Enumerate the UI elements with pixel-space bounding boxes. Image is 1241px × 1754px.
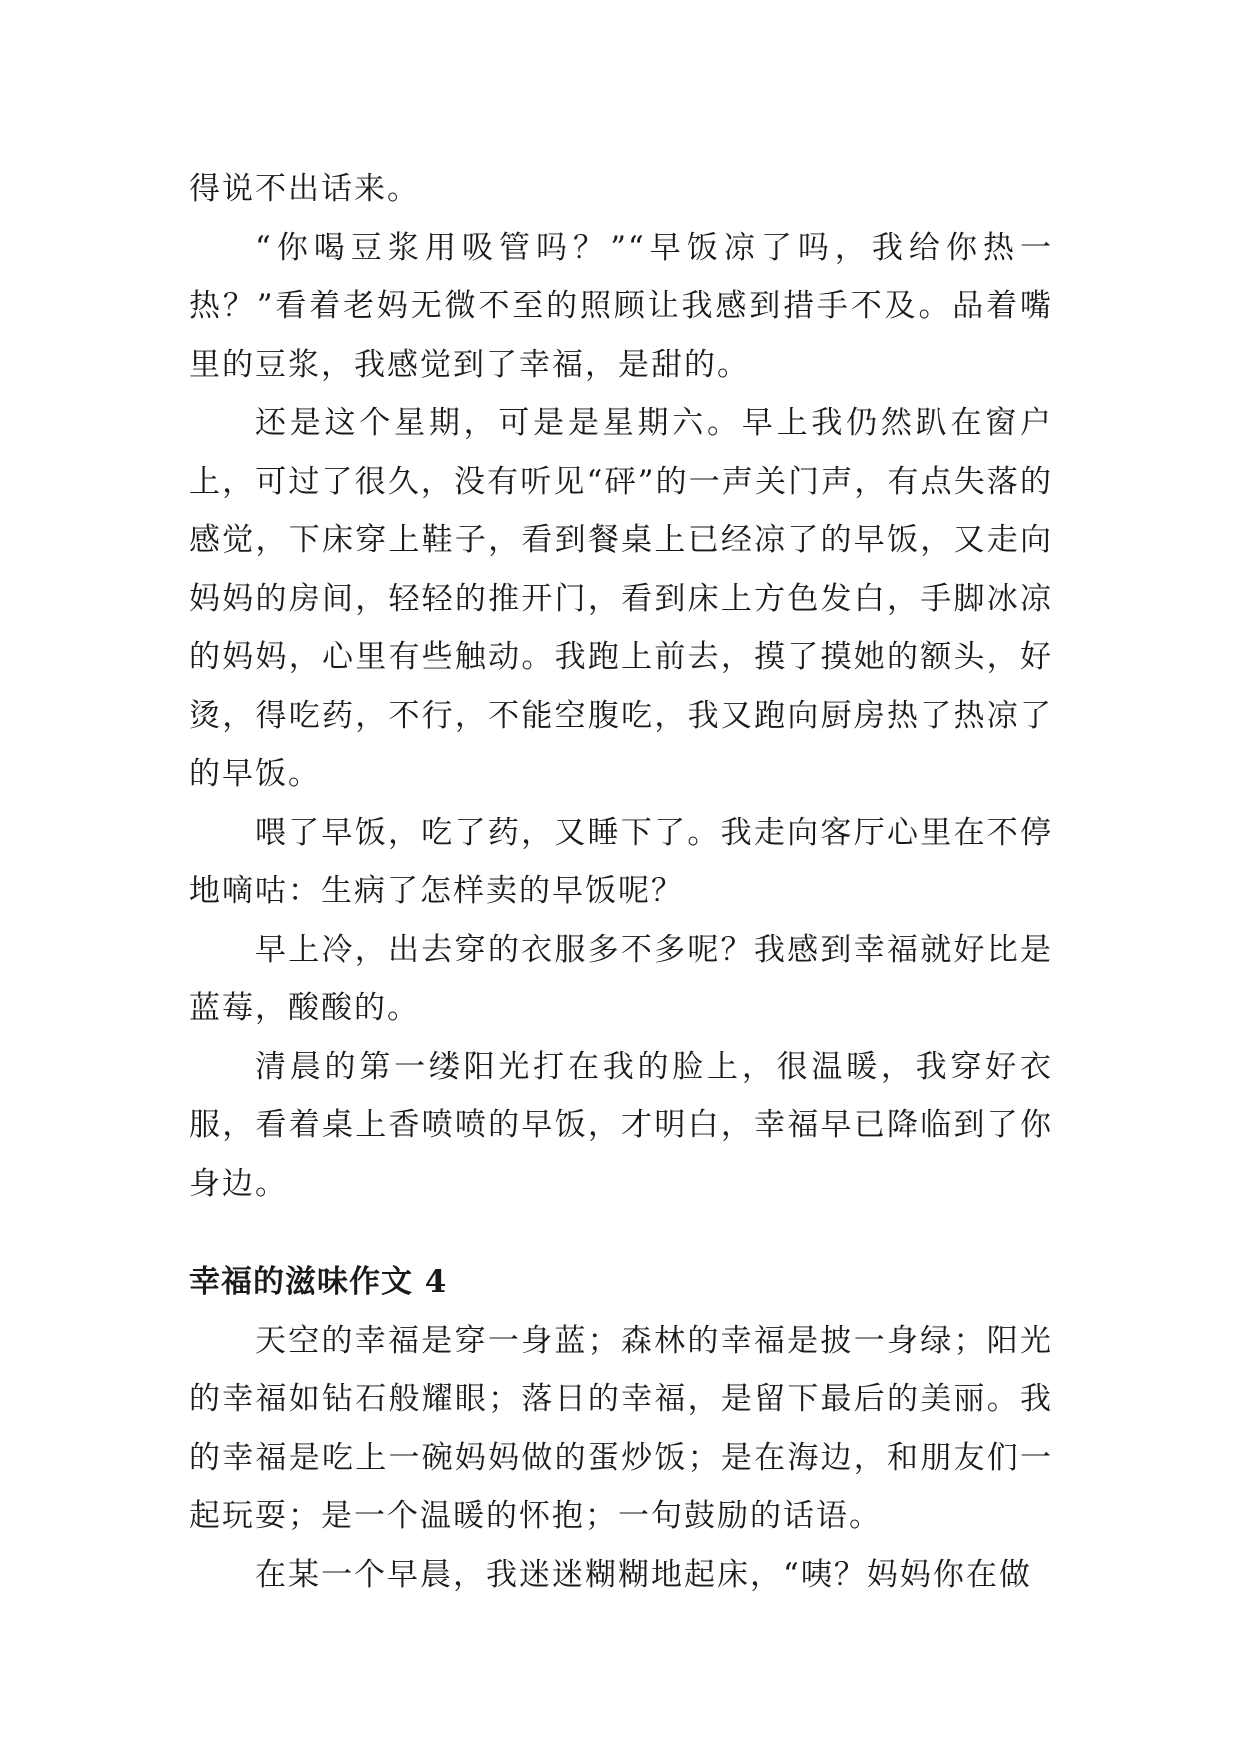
- paragraph: 在某一个早晨，我迷迷糊糊地起床，“咦？妈妈你在做: [255, 1556, 1032, 1593]
- paragraph: 还是这个星期，可是是星期六。早上我仍然趴在窗户上，可过了很久，没有听见“砰”的一声关门声，有点失落的感觉，下床穿上鞋子，看到餐桌上已经凉了的早饭，又走向妈妈的房间，轻轻的推开门，看到床上方色发白，手脚冰凉的妈妈，心里有些触动。我跑上前去，摸了摸她的额头，好烫，得吃药，不行，不能空腹吃，我又跑向厨房热了热凉了的早饭。: [189, 405, 1053, 792]
- paragraph: 清晨的第一缕阳光打在我的脸上，很温暖，我穿好衣服，看着桌上香喷喷的早饭，才明白，幸福早已降临到了你身边。: [189, 1048, 1053, 1202]
- paragraph: “你喝豆浆用吸管吗？”“早饭凉了吗，我给你热一热？”看着老妈无微不至的照顾让我感到措手不及。品着嘴里的豆浆，我感觉到了幸福，是甜的。: [189, 229, 1053, 383]
- section-heading: 幸福的滋味作文 4: [189, 1264, 448, 1300]
- paragraph: 得说不出话来。: [189, 171, 420, 207]
- paragraph: 早上冷，出去穿的衣服多不多呢？我感到幸福就好比是蓝莓，酸酸的。: [189, 931, 1053, 1026]
- paragraph: 喂了早饭，吃了药，又睡下了。我走向客厅心里在不停地嘀咕：生病了怎样卖的早饭呢？: [189, 814, 1053, 909]
- document-body: [189, 160, 1053, 1604]
- paragraph: 天空的幸福是穿一身蓝；森林的幸福是披一身绿；阳光的幸福如钻石般耀眼；落日的幸福，是留下最后的美丽。我的幸福是吃上一碗妈妈做的蛋炒饭；是在海边，和朋友们一起玩耍；是一个温暖的怀抱；一句鼓励的话语。: [189, 1322, 1053, 1534]
